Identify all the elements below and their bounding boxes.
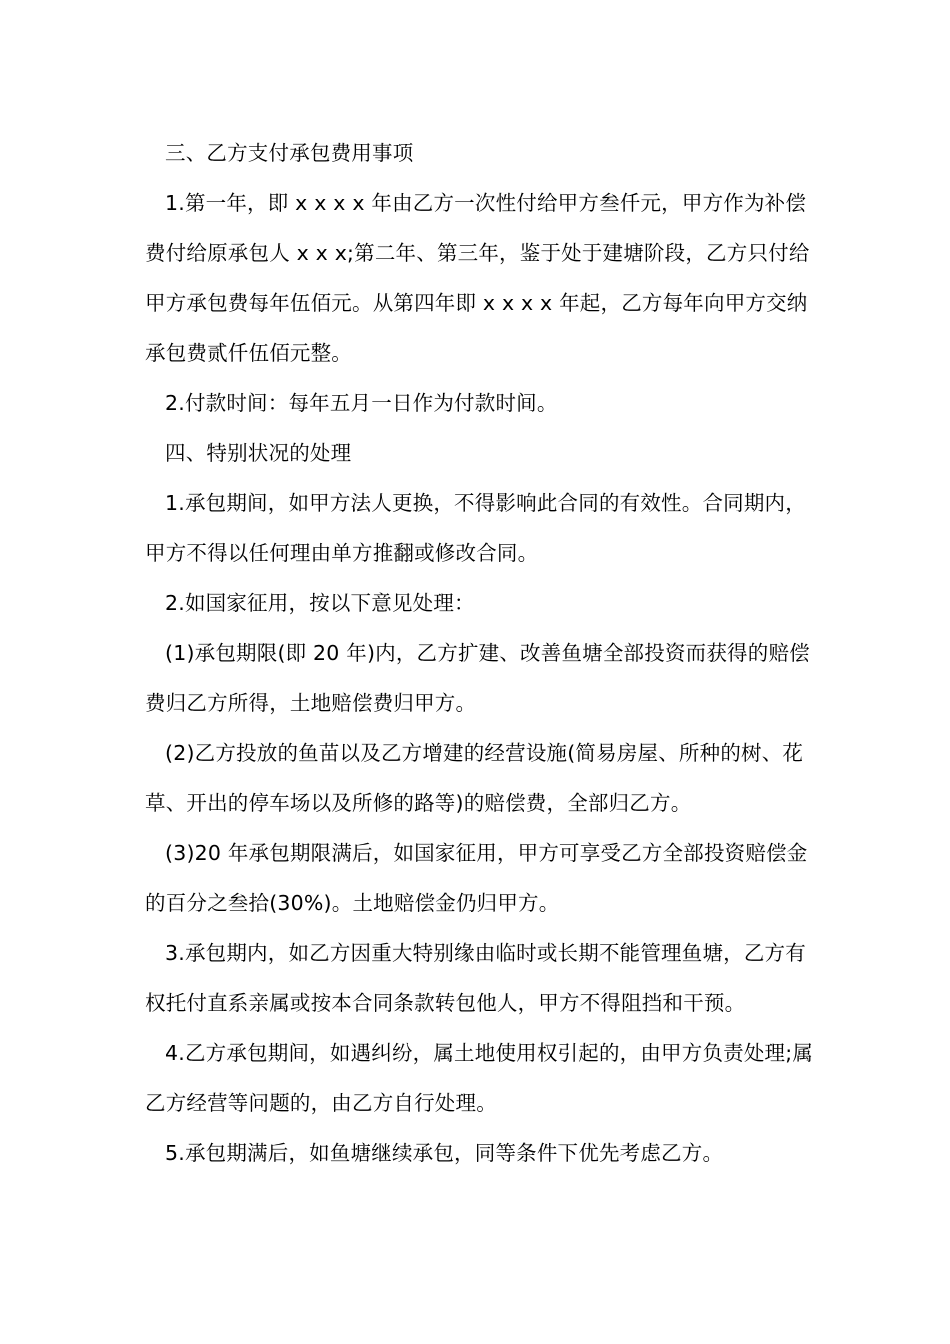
clause-special-2-item-1: (1)承包期限(即 20 年)内，乙方扩建、改善鱼塘全部投资而获得的赔偿费归乙方所得，土地赔偿费归甲方。	[145, 641, 810, 715]
section-heading-special: 四、特别状况的处理	[165, 441, 352, 465]
clause-special-2: 2.如国家征用，按以下意见处理：	[165, 591, 475, 615]
clause-special-5: 5.承包期满后，如鱼塘继续承包，同等条件下优先考虑乙方。	[165, 1141, 724, 1165]
document-body	[145, 128, 825, 1178]
section-heading-payment: 三、乙方支付承包费用事项	[165, 141, 414, 165]
clause-special-2-item-3: (3)20 年承包期限满后，如国家征用，甲方可享受乙方全部投资赔偿金的百分之叁拾(30%)。土地赔偿金仍归甲方。	[145, 841, 808, 915]
clause-payment-2: 2.付款时间：每年五月一日作为付款时间。	[165, 391, 558, 415]
clause-special-3: 3.承包期内，如乙方因重大特别缘由临时或长期不能管理鱼塘，乙方有权托付直系亲属或按本合同条款转包他人，甲方不得阻挡和干预。	[145, 941, 806, 1015]
clause-special-4: 4.乙方承包期间，如遇纠纷，属土地使用权引起的，由甲方负责处理;属乙方经营等问题的，由乙方自行处理。	[145, 1041, 814, 1115]
clause-payment-1: 1.第一年，即 x x x x 年由乙方一次性付给甲方叁仟元，甲方作为补偿费付给原承包人 x x x;第二年、第三年，鉴于处于建塘阶段，乙方只付给甲方承包费每年伍佰元。从第四年即 x x x x 年起，乙方每年向甲方交纳承包费贰仟伍佰元整。	[145, 191, 810, 365]
clause-special-1: 1.承包期间，如甲方法人更换，不得影响此合同的有效性。合同期内，甲方不得以任何理由单方推翻或修改合同。	[145, 491, 806, 565]
clause-special-2-item-2: (2)乙方投放的鱼苗以及乙方增建的经营设施(简易房屋、所种的树、花草、开出的停车场以及所修的路等)的赔偿费，全部归乙方。	[145, 741, 804, 815]
